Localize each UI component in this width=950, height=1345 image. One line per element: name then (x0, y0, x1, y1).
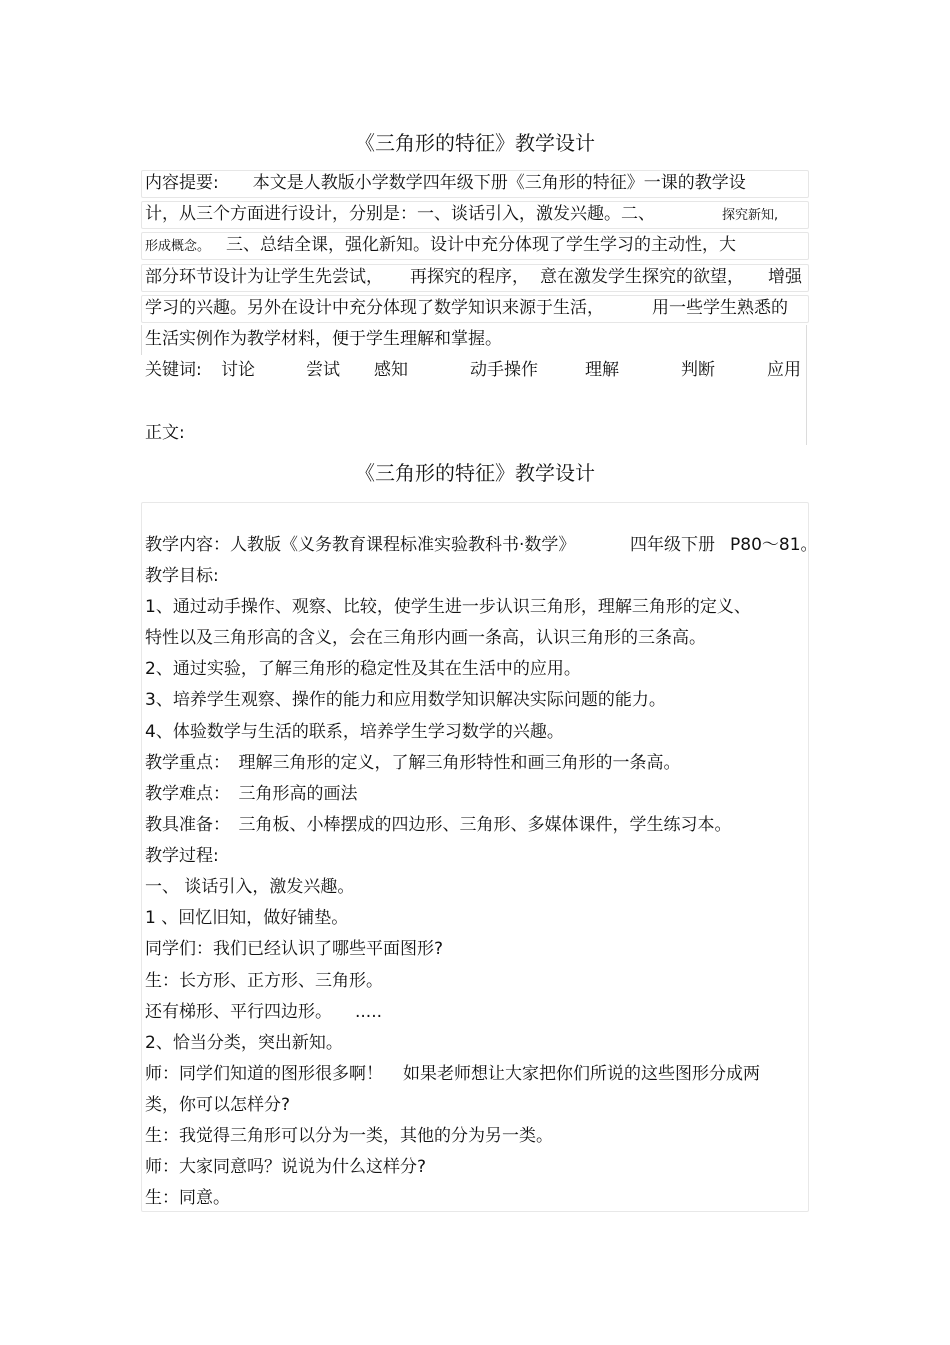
keyword: 尝试 (306, 360, 340, 380)
summary-line: 学习的兴趣。另外在设计中充分体现了数学知识来源于生活， (145, 298, 604, 318)
body-label: 正文: (145, 423, 185, 443)
content-line: 师：大家同意吗？说说为什么这样分? (145, 1157, 427, 1177)
summary-line-fragment: 用一些学生熟悉的 (652, 298, 788, 318)
keyword: 讨论 (221, 360, 255, 380)
content-line-fragment: 如果老师想让大家把你们所说的这些图形分成两 (403, 1064, 760, 1084)
summary-line: 三、总结全课，强化新知。设计中充分体现了学生学习的主动性，大 (226, 235, 736, 255)
summary-line: 计，从三个方面进行设计，分别是：一、谈话引入，激发兴趣。二、 (145, 204, 655, 224)
content-line: 一、 谈话引入，激发兴趣。 (145, 877, 355, 897)
content-line: 4、体验数学与生活的联系，培养学生学习数学的兴趣。 (145, 722, 564, 742)
content-line: 1 、回忆旧知，做好铺垫。 (145, 908, 349, 928)
content-line: 3、培养学生观察、操作的能力和应用数学知识解决实际问题的能力。 (145, 690, 666, 710)
content-line: 教学内容：人教版《义务教育课程标准实验教科书·数学》 (145, 535, 576, 555)
content-line: 师：同学们知道的图形很多啊！ (145, 1064, 383, 1084)
summary-line: 内容提要: 本文是人教版小学数学四年级下册《三角形的特征》一课的教学设 (145, 173, 746, 193)
summary-line: 生活实例作为教学材料，便于学生理解和掌握。 (145, 329, 502, 349)
content-line: 2、通过实验，了解三角形的稳定性及其在生活中的应用。 (145, 659, 581, 679)
content-line: 还有梯形、平行四边形。 (145, 1002, 332, 1022)
content-line: 特性以及三角形高的含义，会在三角形内画一条高，认识三角形的三条高。 (145, 628, 706, 648)
content-line: 教学难点： 三角形高的画法 (145, 784, 358, 804)
keyword: 感知 (374, 360, 408, 380)
content-line: 2、恰当分类，突出新知。 (145, 1033, 343, 1053)
table-edge (806, 325, 807, 445)
section-title: 《三角形的特征》教学设计 (355, 461, 595, 485)
summary-line-fragment: 意在激发学生探究的欲望， (540, 267, 744, 287)
summary-line-fragment: 再探究的程序， (410, 267, 529, 287)
content-line-fragment: 四年级下册 (630, 535, 715, 555)
keyword: 理解 (585, 360, 619, 380)
table-edge (141, 325, 142, 355)
content-line: 1、通过动手操作、观察、比较，使学生进一步认识三角形，理解三角形的定义、 (145, 597, 751, 617)
keyword: 应用 (767, 360, 801, 380)
summary-line: 部分环节设计为让学生先尝试， (145, 267, 383, 287)
content-line: 生：我觉得三角形可以分为一类，其他的分为另一类。 (145, 1126, 553, 1146)
content-line: 类，你可以怎样分? (145, 1095, 291, 1115)
summary-line-fragment: 探究新知, (722, 208, 779, 223)
content-line: 生：长方形、正方形、三角形。 (145, 971, 383, 991)
content-line-fragment: ..... (355, 1002, 383, 1022)
content-line: 生：同意。 (145, 1188, 230, 1208)
keyword: 动手操作 (470, 360, 538, 380)
summary-line-fragment: 形成概念。 (145, 239, 211, 254)
keywords-label: 关键词: (145, 360, 202, 380)
content-line: 教学重点： 理解三角形的定义，了解三角形特性和画三角形的一条高。 (145, 753, 681, 773)
content-line: 教学目标: (145, 566, 219, 586)
document-title: 《三角形的特征》教学设计 (355, 131, 595, 155)
content-line: 教学过程: (145, 846, 219, 866)
content-line: 教具准备： 三角板、小棒摆成的四边形、三角形、多媒体课件，学生练习本。 (145, 815, 732, 835)
content-line: 同学们：我们已经认识了哪些平面图形? (145, 939, 444, 959)
summary-line-fragment: 增强 (768, 267, 802, 287)
content-line-fragment: P80～81。 (730, 535, 818, 555)
keyword: 判断 (681, 360, 715, 380)
